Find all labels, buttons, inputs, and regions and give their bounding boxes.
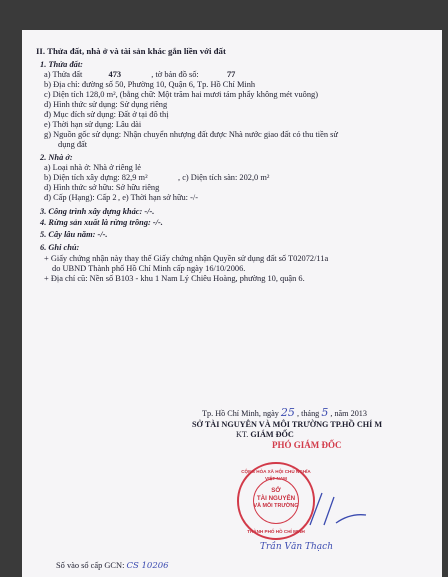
- plot-line-g2: dụng đất: [58, 140, 88, 149]
- house-line-f: , e) Thời hạn sở hữu: -/-: [118, 193, 198, 202]
- plot-address: đường số 50, Phường 10, Quận 6, Tp. Hồ Chí Minh: [81, 80, 256, 89]
- plot-line-c: [44, 90, 318, 100]
- certificate-text: [22, 30, 442, 577]
- certificate-page: [22, 30, 442, 577]
- house-line-d: d) Hình thức sở hữu: Sở hữu riêng: [44, 183, 160, 192]
- photo-edge-left: [0, 0, 22, 577]
- plot-line-a-mid: , tờ bản đồ số:: [151, 70, 199, 79]
- photo-edge-right: [442, 0, 448, 577]
- note-1b: do UBND Thành phố Hồ Chí Minh cấp ngày 16/10/2006.: [52, 264, 246, 273]
- kt-label: KT.: [236, 430, 249, 439]
- plot-line-b: [44, 80, 255, 90]
- director-title: GIÁM ĐỐC: [250, 430, 294, 439]
- house-heading: 2. Nhà ở:: [40, 153, 73, 162]
- plot-line-d: d) Hình thức sử dụng: Sử dụng riêng: [44, 100, 168, 109]
- office-name: SỞ TÀI NGUYÊN VÀ MÔI TRƯỜNG TP.HỒ CHÍ M: [192, 420, 383, 429]
- seal-outer-top: CỘNG HÒA XÃ HỘI CHỦ NGHĨA VIỆT NAM: [241, 469, 311, 481]
- plot-line-a-prefix: a) Thửa đất: [44, 70, 83, 79]
- deputy-title: PHÓ GIÁM ĐỐC: [272, 440, 342, 450]
- date-prefix: Tp. Hồ Chí Minh, ngày: [202, 409, 279, 418]
- registry-label: Số vào sổ cấp GCN:: [56, 561, 125, 570]
- registry-number: CS 10206: [126, 561, 169, 571]
- photo-edge-top: [0, 0, 448, 30]
- date-day: 25: [280, 406, 295, 419]
- house-line-c: , c) Diện tích sàn: 202,0 m²: [178, 173, 270, 182]
- plot-line-c-label: c) Diện tích: [44, 90, 84, 99]
- year-label: , năm 20: [330, 409, 359, 418]
- plot-heading: 1. Thửa đất:: [40, 60, 83, 69]
- plot-line-g1: g) Nguồn gốc sử dụng: Nhận chuyển nhượng đất được Nhà nước giao đất có thu tiền sử: [44, 130, 338, 139]
- section-title: II. Thửa đất, nhà ở và tài sản khác gắn liền với đất: [36, 46, 226, 56]
- forest-line: 4. Rừng sản xuất là rừng trồng: -/-.: [40, 218, 163, 227]
- signer-name: Trần Văn Thạch: [260, 542, 334, 552]
- house-line-b: b) Diện tích xây dựng: 82,9 m²: [44, 173, 148, 182]
- construction-line: 3. Công trình xây dựng khác: -/-.: [40, 207, 155, 216]
- signature-mark: [302, 485, 372, 535]
- registry-line: [56, 561, 169, 571]
- notes-heading: 6. Ghi chú:: [40, 243, 80, 252]
- plot-line-a: [44, 70, 235, 80]
- parcel-number: 473: [108, 70, 122, 79]
- plot-line-f: e) Thời hạn sử dụng: Lâu dài: [44, 120, 142, 129]
- plot-line-b-label: b) Địa chỉ:: [44, 80, 80, 89]
- seal-outer-bottom: THÀNH PHỐ HỒ CHÍ MINH: [247, 529, 305, 534]
- date-year: 13: [358, 409, 367, 418]
- month-label: , tháng: [296, 409, 320, 418]
- house-line-e: đ) Cấp (Hạng): Cấp 2: [44, 193, 117, 202]
- plot-line-e: đ) Mục đích sử dụng: Đất ở tại đô thị: [44, 110, 169, 119]
- house-line-a: a) Loại nhà ở: Nhà ở riêng lẻ: [44, 163, 141, 172]
- perennial-line: 5. Cây lâu năm: -/-.: [40, 230, 108, 239]
- seal-center-3: VÀ MÔI TRƯỜNG: [253, 503, 299, 509]
- seal-center-2: TÀI NGUYÊN: [256, 495, 296, 502]
- date-line: [202, 408, 367, 419]
- map-sheet-number: 77: [226, 70, 236, 79]
- seal-center-1: SỞ: [271, 487, 281, 494]
- plot-area: 128,0 m², (bằng chữ: Một trăm hai mươi tám phẩy không mét vuông): [85, 90, 318, 99]
- director-line: [236, 430, 294, 440]
- note-1a: + Giấy chứng nhận này thay thế Giấy chứng nhận Quyền sử dụng đất số T02072/11a: [44, 254, 329, 263]
- note-2: + Địa chỉ cũ: Nền số B103 - khu 1 Nam Lý Chiêu Hoàng, phường 10, quận 6.: [44, 274, 305, 283]
- date-month: 5: [321, 406, 329, 419]
